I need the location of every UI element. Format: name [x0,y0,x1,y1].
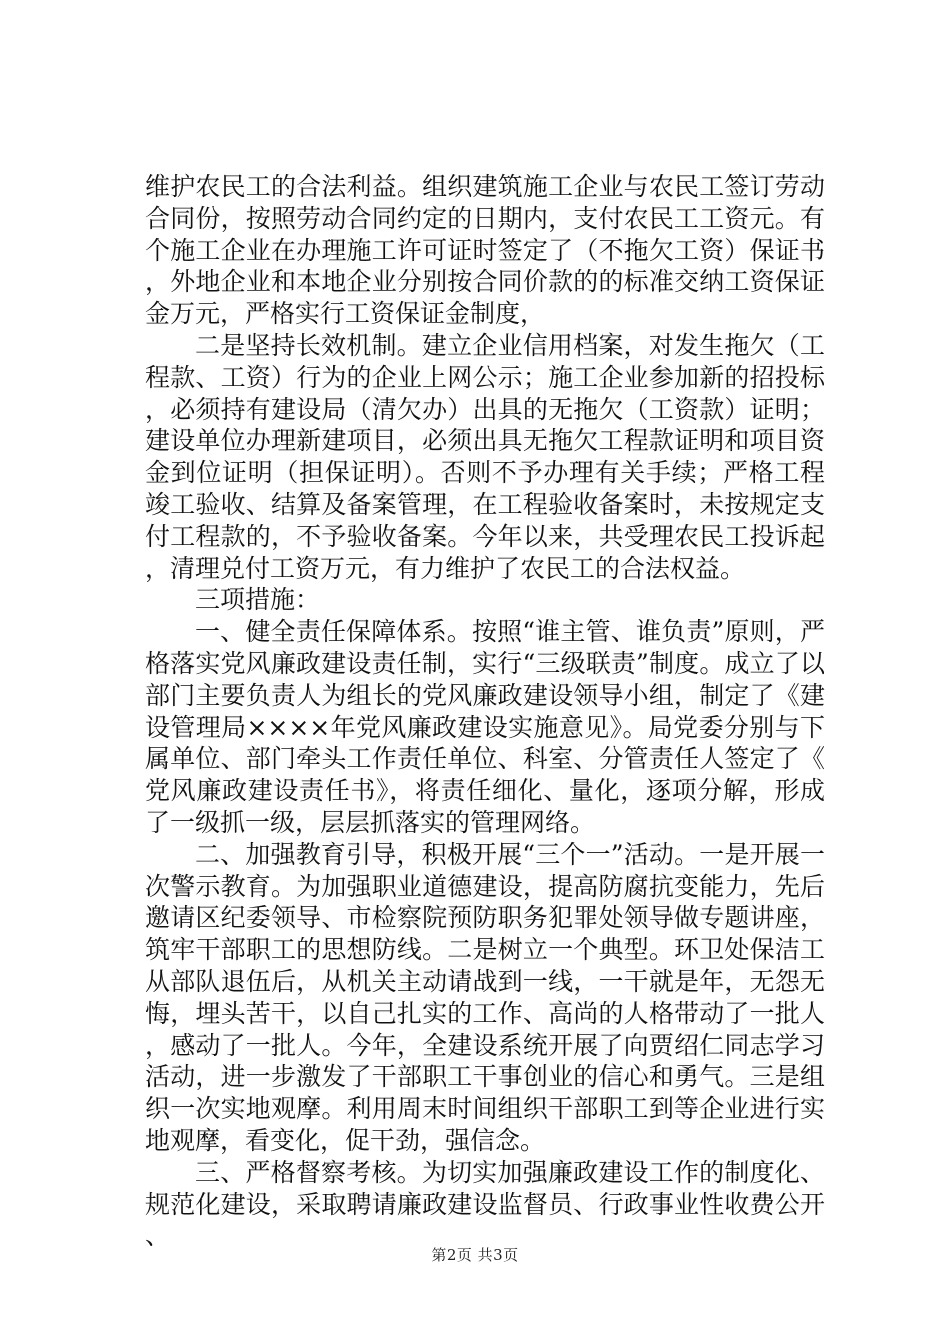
paragraph-3-heading: 三项措施： [195,585,321,615]
paragraph-4: 一、健全责任保障体系。按照“谁主管、谁负责”原则，严格落实党风廉政建设责任制，实行“三级联责”制度。成立了以部门主要负责人为组长的党风廉政建设领导小组，制定了《建设管理局××××年党风廉政建设实施意见》。局党委分别与下属单位、部门牵头工作责任单位、科室、分管责任人签定了《党风廉政建设责任书》，将责任细化、量化，逐项分解，形成了一级抓一级，层层抓落实的管理网络。 [145,617,825,837]
document-body [145,171,825,1252]
paragraph-5: 二、加强教育引导，积极开展“三个一”活动。一是开展一次警示教育。为加强职业道德建设，提高防腐抗变能力，先后邀请区纪委领导、市检察院预防职务犯罪处领导做专题讲座，筑牢干部职工的思想防线。二是树立一个典型。环卫处保洁工从部队退伍后，从机关主动请战到一线，一干就是年，无怨无悔，埋头苦干，以自己扎实的工作、高尚的人格带动了一批人，感动了一批人。今年，全建设系统开展了向贾绍仁同志学习活动，进一步激发了干部职工干事创业的信心和勇气。三是组织一次实地观摩。利用周末时间组织干部职工到等企业进行实地观摩，看变化，促干劲，强信念。 [145,839,825,1155]
paragraph-6: 三、严格督察考核。为切实加强廉政建设工作的制度化、规范化建设，采取聘请廉政建设监督员、行政事业性收费公开、 [145,1157,825,1251]
paragraph-1: 维护农民工的合法利益。组织建筑施工企业与农民工签订劳动合同份，按照劳动合同约定的日期内，支付农民工工资元。有个施工企业在办理施工许可证时签定了（不拖欠工资）保证书，外地企业和本地企业分别按合同价款的的标准交纳工资保证金万元，严格实行工资保证金制度， [145,172,825,329]
page-footer: 第2页 共3页 [431,1246,519,1264]
paragraph-2: 二是坚持长效机制。建立企业信用档案，对发生拖欠（工程款、工资）行为的企业上网公示；施工企业参加新的招投标，必须持有建设局（清欠办）出具的无拖欠（工资款）证明；建设单位办理新建项目，必须出具无拖欠工程款证明和项目资金到位证明（担保证明）。否则不予办理有关手续；严格工程竣工验收、结算及备案管理，在工程验收备案时，未按规定支付工程款的，不予验收备案。今年以来，共受理农民工投诉起，清理兑付工资万元，有力维护了农民工的合法权益。 [145,330,825,583]
